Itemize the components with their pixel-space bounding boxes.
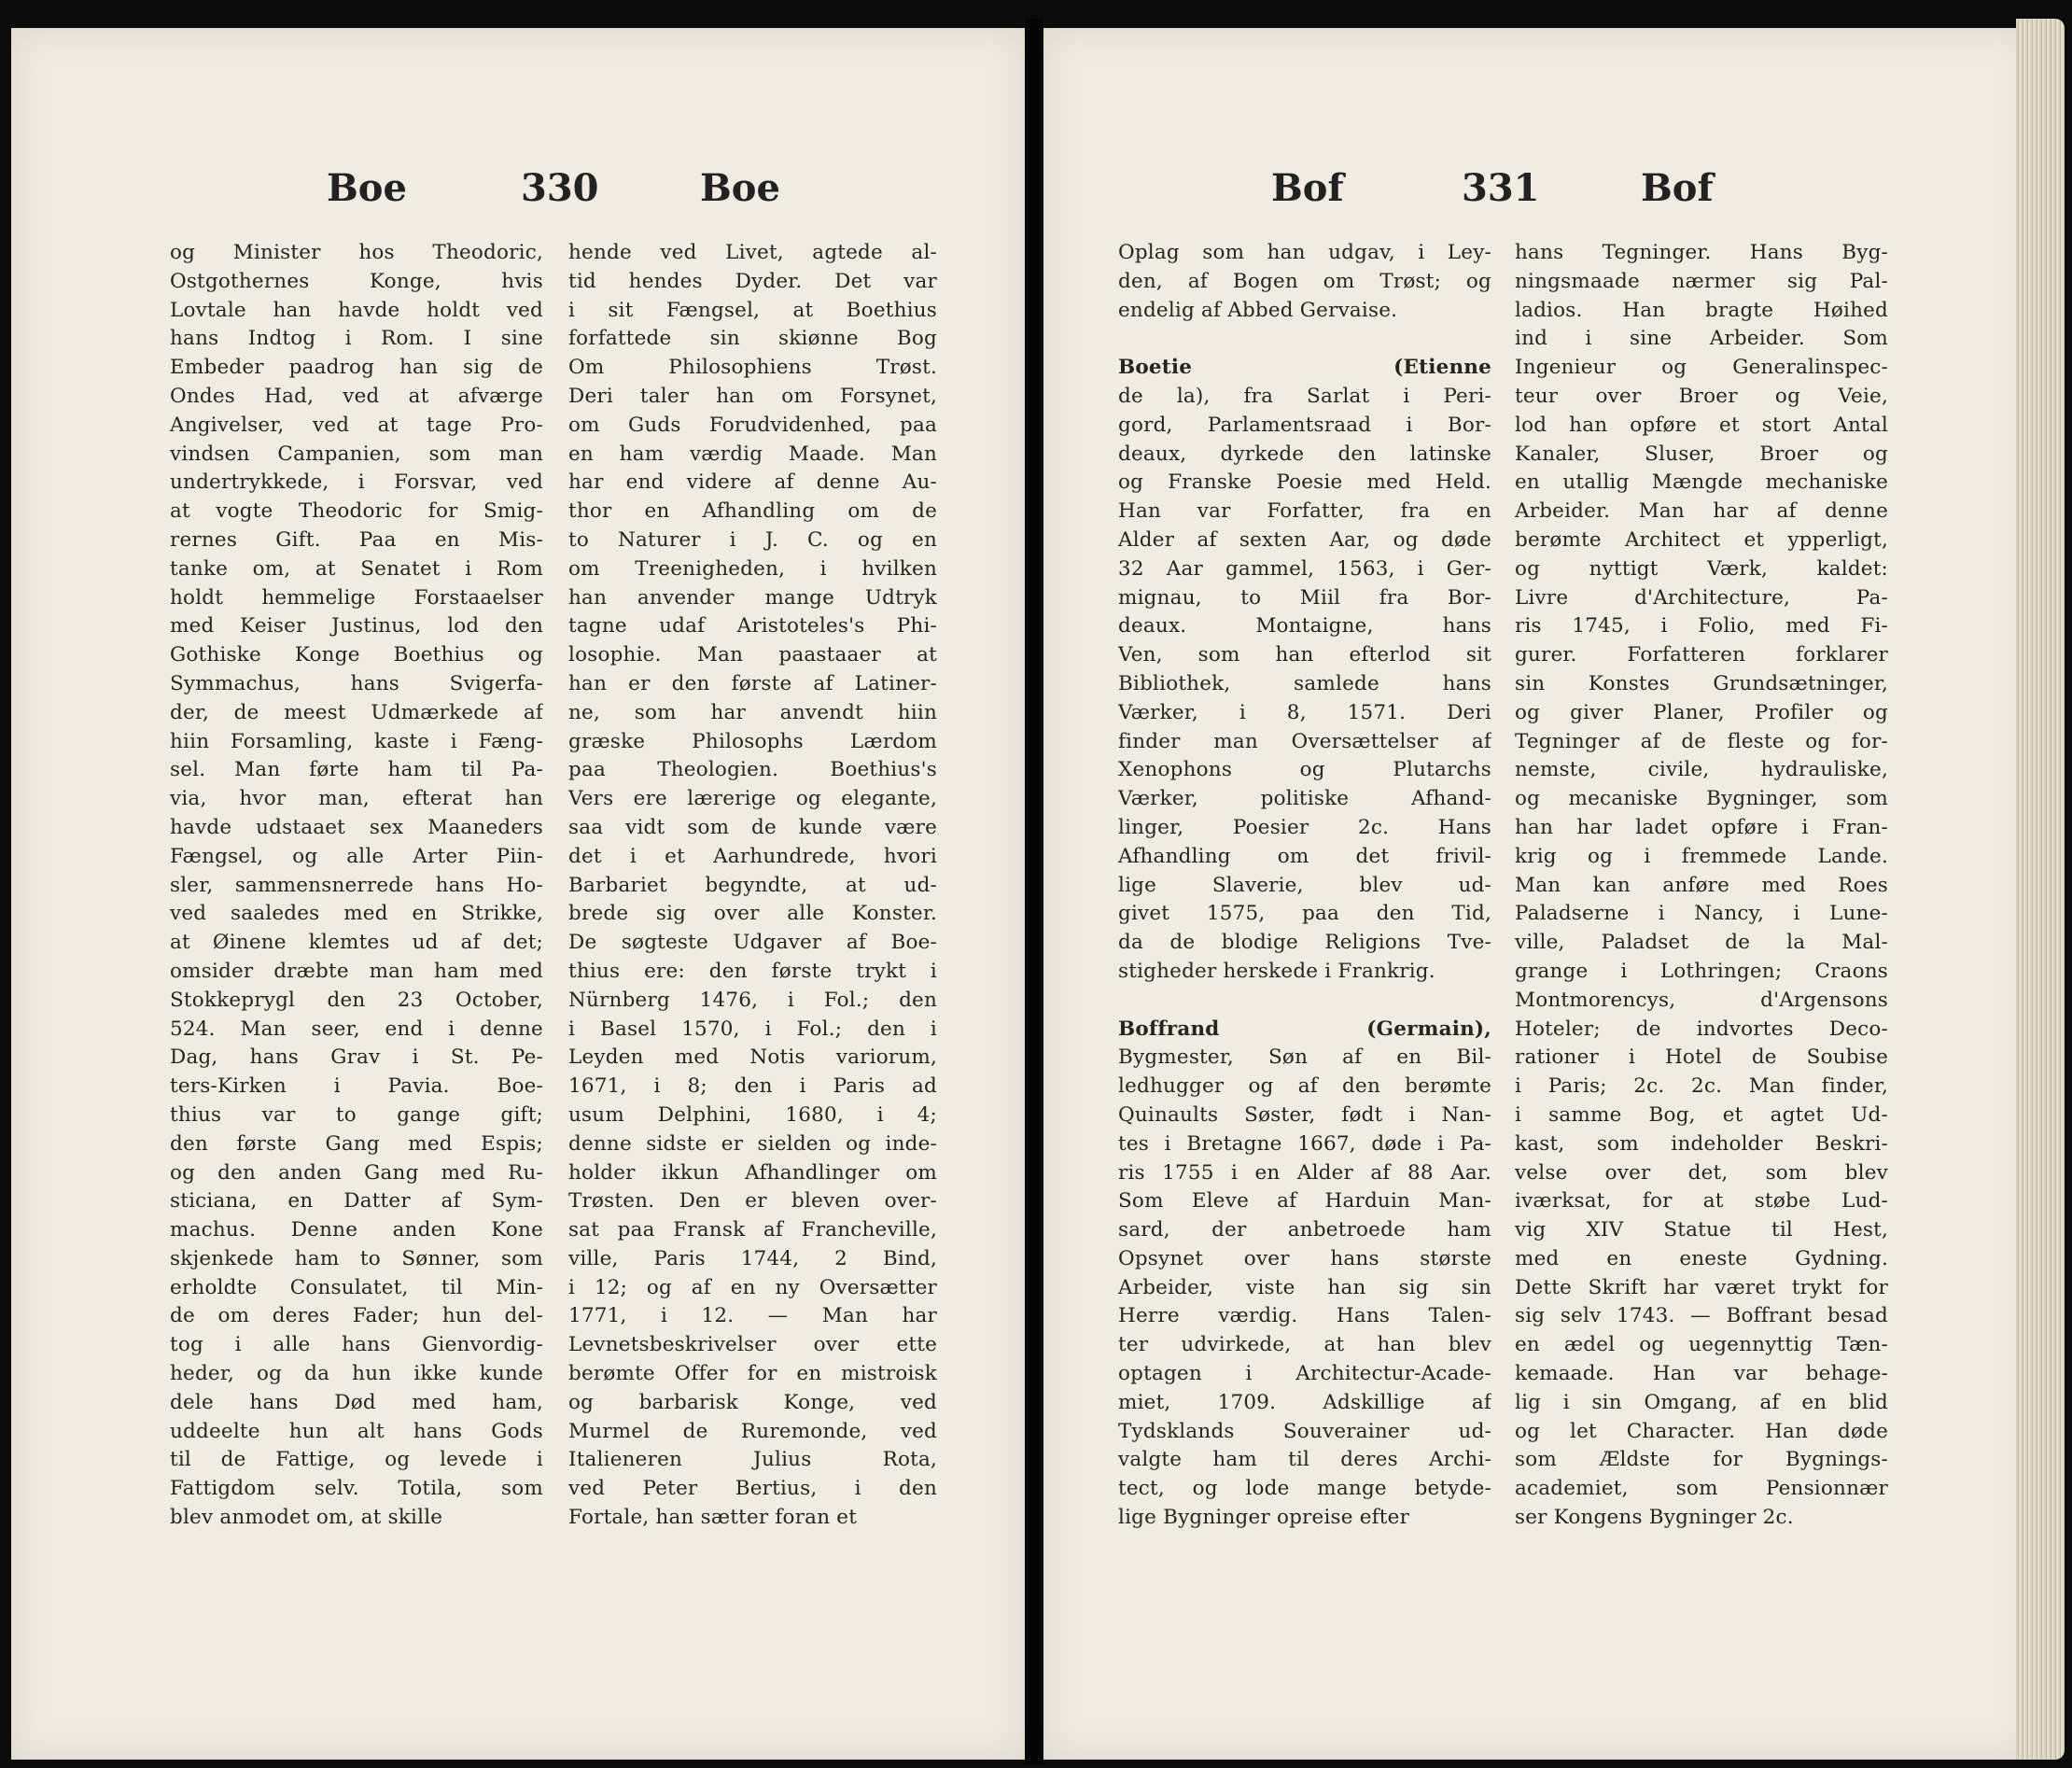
text-line: Værker, i 8, 1571. Deri (1118, 700, 1491, 724)
text-line: hans Tegninger. Hans Byg- (1515, 241, 1888, 264)
text-line: til de Fattige, og levede i (170, 1448, 543, 1472)
text-line: Tegninger af de fleste og for- (1515, 729, 1888, 753)
text-line: sat paa Fransk af Francheville, (568, 1218, 937, 1242)
text-line: rernes Gift. Paa en Mis- (170, 527, 543, 552)
text-line: losophie. Man paastaaer at (568, 643, 937, 667)
text-line: teur over Broer og Veie, (1515, 384, 1888, 408)
text-line: i sit Fængsel, at Boethius (568, 298, 937, 322)
text-line: og Minister hos Theodoric, (170, 241, 543, 264)
text-line: vindsen Campanien, som man (170, 442, 543, 466)
text-line: ris 1755 i en Alder af 88 Aar. (1118, 1160, 1491, 1185)
text-line: lige Bygninger opreise efter (1118, 1506, 1410, 1530)
text-line: ville, Paris 1744, 2 Bind, (568, 1246, 937, 1270)
text-line: sin Konstes Grundsætninger, (1515, 671, 1888, 695)
text-line: ne, som har anvendt hiin (568, 700, 937, 724)
text-line: usum Delphini, 1680, i 4; (568, 1102, 937, 1127)
right-page (1043, 28, 2033, 1760)
text-line: Tydsklands Souverainer ud- (1118, 1419, 1491, 1443)
text-line: og den anden Gang med Ru- (170, 1160, 543, 1185)
right-page-column-2 (1515, 239, 1888, 1533)
text-line: Alder af sexten Aar, og døde (1118, 527, 1491, 552)
text-line: miet, 1709. Adskillige af (1118, 1390, 1491, 1414)
text-line: saa vidt som de kunde være (568, 815, 937, 839)
text-line: i Basel 1570, i Fol.; den i (568, 1017, 937, 1041)
text-line: Arbeider. Man har af denne (1515, 499, 1888, 524)
text-line: ind i sine Arbeider. Som (1515, 327, 1888, 351)
text-line: machus. Denne anden Kone (170, 1218, 543, 1242)
text-line: Hoteler; de indvortes Deco- (1515, 1017, 1888, 1041)
text-line: Han var Forfatter, fra en (1118, 499, 1491, 524)
text-line: Vers ere lærerige og elegante, (568, 787, 937, 811)
text-line: som Ældste for Bygnings- (1515, 1448, 1888, 1472)
text-line: græske Philosophs Lærdom (568, 729, 937, 753)
text-line: Ostgothernes Konge, hvis (170, 269, 543, 293)
text-line: hans Indtog i Rom. I sine (170, 327, 543, 351)
text-line: en ædel og uegennyttig Tæn- (1515, 1333, 1888, 1357)
text-line: ved Peter Bertius, i den (568, 1477, 937, 1501)
text-line: han har ladet opføre i Fran- (1515, 815, 1888, 839)
text-line: givet 1575, paa den Tid, (1118, 902, 1491, 926)
left-page (11, 28, 1025, 1760)
text-line: Fattigdom selv. Totila, som (170, 1477, 543, 1501)
text-line: endelig af Abbed Gervaise. (1118, 298, 1398, 322)
text-line: og nyttigt Værk, kaldet: (1515, 556, 1888, 581)
text-line: linger, Poesier 2c. Hans (1118, 815, 1491, 839)
text-line: holder ikkun Afhandlinger om (568, 1160, 937, 1185)
text-line (1118, 325, 1491, 354)
text-line: Fængsel, og alle Arter Piin- (170, 844, 543, 868)
right-running-head-left: Bof (1271, 166, 1344, 210)
text-line: hende ved Livet, agtede al- (568, 241, 937, 264)
text-line: to Naturer i J. C. og en (568, 527, 937, 552)
text-line: heder, og da hun ikke kunde (170, 1362, 543, 1386)
text-line: Symmachus, hans Svigerfa- (170, 671, 543, 695)
text-line: uddeelte hun alt hans Gods (170, 1419, 543, 1443)
text-line: thius var to gange gift; (170, 1102, 543, 1127)
text-line: de om deres Fader; hun del- (170, 1304, 543, 1328)
text-line: med Keiser Justinus, lod den (170, 614, 543, 638)
text-line: de la), fra Sarlat i Peri- (1118, 384, 1491, 408)
text-line: Ondes Had, ved at afværge (170, 384, 543, 408)
text-line: Embeder paadrog han sig de (170, 356, 543, 380)
book-gutter (1025, 19, 1043, 1764)
text-line: at Øinene klemtes ud af det; (170, 931, 543, 955)
text-line: mignau, to Miil fra Bor- (1118, 585, 1491, 610)
text-line: kast, som indeholder Beskri- (1515, 1131, 1888, 1156)
text-line: Livre d'Architecture, Pa- (1515, 585, 1888, 610)
text-line: ser Kongens Bygninger 2c. (1515, 1506, 1794, 1530)
left-page-column-2 (568, 239, 937, 1533)
text-line: academiet, som Pensionnær (1515, 1477, 1888, 1501)
text-line: Som Eleve af Harduin Man- (1118, 1189, 1491, 1214)
text-line: Levnetsbeskrivelser over ette (568, 1333, 937, 1357)
text-line: Man kan anføre med Roes (1515, 873, 1888, 897)
text-line: havde udstaaet sex Maaneders (170, 815, 543, 839)
text-line: vig XIV Statue til Hest, (1515, 1218, 1888, 1242)
text-line: det i et Aarhundrede, hvori (568, 844, 937, 868)
text-line: Afhandling om det frivil- (1118, 844, 1491, 868)
text-line: erholdte Consulatet, til Min- (170, 1275, 543, 1299)
text-line: den første Gang med Espis; (170, 1131, 543, 1156)
text-line: tanke om, at Senatet i Rom (170, 556, 543, 581)
text-line: og Franske Poesie med Held. (1118, 470, 1491, 495)
text-line: Leyden med Notis variorum, (568, 1045, 937, 1070)
text-line: Paladserne i Nancy, i Lune- (1515, 902, 1888, 926)
text-line: ter udvirkede, at han blev (1118, 1333, 1491, 1357)
text-line: Gothiske Konge Boethius og (170, 643, 543, 667)
text-line: hiin Forsamling, kaste i Fæng- (170, 729, 543, 753)
text-line: stigheder herskede i Frankrig. (1118, 959, 1435, 983)
text-line: Trøsten. Den er bleven over- (568, 1189, 937, 1214)
text-line: da de blodige Religions Tve- (1118, 931, 1491, 955)
text-line: Montmorencys, d'Argensons (1515, 988, 1888, 1012)
text-line: tid hendes Dyder. Det var (568, 269, 937, 293)
book-page-edges (2016, 19, 2065, 1760)
text-line: forfattede sin skiønne Bog (568, 327, 937, 351)
text-line: om Treenigheden, i hvilken (568, 556, 937, 581)
text-line (1118, 987, 1491, 1016)
text-line: Arbeider, viste han sig sin (1118, 1275, 1491, 1299)
text-line: lod han opføre et stort Antal (1515, 413, 1888, 437)
right-page-number: 331 (1462, 166, 1540, 210)
text-line: ters-Kirken i Pavia. Boe- (170, 1074, 543, 1099)
text-line: ville, Paladset de la Mal- (1515, 931, 1888, 955)
text-line: gord, Parlamentsraad i Bor- (1118, 413, 1491, 437)
text-line: omsider dræbte man ham med (170, 959, 543, 983)
left-running-head-left: Boe (327, 166, 407, 210)
text-line: og let Character. Han døde (1515, 1419, 1888, 1443)
text-line: han anvender mange Udtryk (568, 585, 937, 610)
text-line: optagen i Architectur-Acade- (1118, 1362, 1491, 1386)
text-line: har end videre af denne Au- (568, 470, 937, 495)
text-line: 1671, i 8; den i Paris ad (568, 1074, 937, 1099)
text-line: ved saaledes med en Strikke, (170, 902, 543, 926)
text-line: dele hans Død med ham, (170, 1390, 543, 1414)
text-line: Dag, hans Grav i St. Pe- (170, 1045, 543, 1070)
text-line: tect, og lode mange betyde- (1118, 1477, 1491, 1501)
text-line: grange i Lothringen; Craons (1515, 959, 1888, 983)
text-line: sel. Man førte ham til Pa- (170, 758, 543, 782)
text-line: ledhugger og af den berømte (1118, 1074, 1491, 1099)
text-line: sticiana, en Datter af Sym- (170, 1189, 543, 1214)
text-line: 524. Man seer, end i denne (170, 1017, 543, 1041)
text-line: Xenophons og Plutarchs (1118, 758, 1491, 782)
text-line: Stokkeprygl den 23 October, (170, 988, 543, 1012)
text-line: Boetie (Etienne (1118, 356, 1491, 380)
text-line: i 12; og af en ny Oversætter (568, 1275, 937, 1299)
text-line: Bygmester, Søn af en Bil- (1118, 1045, 1491, 1070)
text-line: der, de meest Udmærkede af (170, 700, 543, 724)
text-line: tagne udaf Aristoteles's Phi- (568, 614, 937, 638)
text-line: deaux, dyrkede den latinske (1118, 442, 1491, 466)
left-page-header (11, 166, 1025, 222)
left-running-head-right: Boe (700, 166, 780, 210)
right-page-column-1 (1118, 239, 1491, 1533)
text-line: med en eneste Gydning. (1515, 1246, 1888, 1270)
text-line: nemste, civile, hydrauliske, (1515, 758, 1888, 782)
text-line: Angivelser, ved at tage Pro- (170, 413, 543, 437)
text-line: at vogte Theodoric for Smig- (170, 499, 543, 524)
text-line: thor en Afhandling om de (568, 499, 937, 524)
text-line: i Paris; 2c. 2c. Man finder, (1515, 1074, 1888, 1099)
text-line: sard, der anbetroede ham (1118, 1218, 1491, 1242)
text-line: rationer i Hotel de Soubise (1515, 1045, 1888, 1070)
text-line: Herre værdig. Hans Talen- (1118, 1304, 1491, 1328)
text-line: blev anmodet om, at skille (170, 1506, 443, 1530)
text-line: Ven, som han efterlod sit (1118, 643, 1491, 667)
text-line: ningsmaade nærmer sig Pal- (1515, 269, 1888, 293)
text-line: ris 1745, i Folio, med Fi- (1515, 614, 1888, 638)
text-line: Oplag som han udgav, i Ley- (1118, 241, 1491, 264)
text-line: om Guds Forudvidenhed, paa (568, 413, 937, 437)
text-line: paa Theologien. Boethius's (568, 758, 937, 782)
text-line: via, hvor man, efterat han (170, 787, 543, 811)
text-line: og barbarisk Konge, ved (568, 1390, 937, 1414)
text-line: Kanaler, Sluser, Broer og (1515, 442, 1888, 466)
text-line: berømte Architect et ypperligt, (1515, 527, 1888, 552)
text-line: og mecaniske Bygninger, som (1515, 787, 1888, 811)
text-line: Boffrand (Germain), (1118, 1017, 1491, 1041)
text-line: og giver Planer, Profiler og (1515, 700, 1888, 724)
text-line: deaux. Montaigne, hans (1118, 614, 1491, 638)
text-line: Dette Skrift har været trykt for (1515, 1275, 1888, 1299)
text-line: Opsynet over hans største (1118, 1246, 1491, 1270)
text-line: finder man Oversættelser af (1118, 729, 1491, 753)
text-line: berømte Offer for en mistroisk (568, 1362, 937, 1386)
text-line: tog i alle hans Gienvordig- (170, 1333, 543, 1357)
text-line: den, af Bogen om Trøst; og (1118, 269, 1491, 293)
text-line: Om Philosophiens Trøst. (568, 356, 937, 380)
text-line: skjenkede ham to Sønner, som (170, 1246, 543, 1270)
text-line: Værker, politiske Afhand- (1118, 787, 1491, 811)
text-line: undertrykkede, i Forsvar, ved (170, 470, 543, 495)
text-line: denne sidste er sielden og inde- (568, 1131, 937, 1156)
text-line: Nürnberg 1476, i Fol.; den (568, 988, 937, 1012)
text-line: holdt hemmelige Forstaaelser (170, 585, 543, 610)
text-line: Murmel de Ruremonde, ved (568, 1419, 937, 1443)
text-line: Barbariet begyndte, at ud- (568, 873, 937, 897)
text-line: han er den første af Latiner- (568, 671, 937, 695)
right-running-head-right: Bof (1641, 166, 1714, 210)
text-line: Bibliothek, samlede hans (1118, 671, 1491, 695)
text-line: en utallig Mængde mechaniske (1515, 470, 1888, 495)
text-line: sler, sammensnerrede hans Ho- (170, 873, 543, 897)
text-line: i samme Bog, et agtet Ud- (1515, 1102, 1888, 1127)
text-line: thius ere: den første trykt i (568, 959, 937, 983)
text-line: valgte ham til deres Archi- (1118, 1448, 1491, 1472)
text-line: Fortale, han sætter foran et (568, 1506, 858, 1530)
text-line: 1771, i 12. — Man har (568, 1304, 937, 1328)
text-line: brede sig over alle Konster. (568, 902, 937, 926)
text-line: en ham værdig Maade. Man (568, 442, 937, 466)
left-page-column-1 (170, 239, 543, 1533)
text-line: Italieneren Julius Rota, (568, 1448, 937, 1472)
text-line: ladios. Han bragte Høihed (1515, 298, 1888, 322)
text-line: De søgteste Udgaver af Boe- (568, 931, 937, 955)
text-line: gurer. Forfatteren forklarer (1515, 643, 1888, 667)
text-line: velse over det, som blev (1515, 1160, 1888, 1185)
left-page-number: 330 (521, 166, 599, 210)
text-line: Quinaults Søster, født i Nan- (1118, 1102, 1491, 1127)
text-line: kemaade. Han var behage- (1515, 1362, 1888, 1386)
text-line: krig og i fremmede Lande. (1515, 844, 1888, 868)
text-line: lige Slaverie, blev ud- (1118, 873, 1491, 897)
text-line: Deri taler han om Forsynet, (568, 384, 937, 408)
text-line: iværksat, for at støbe Lud- (1515, 1189, 1888, 1214)
text-line: Lovtale han havde holdt ved (170, 298, 543, 322)
text-line: tes i Bretagne 1667, døde i Pa- (1118, 1131, 1491, 1156)
text-line: sig selv 1743. — Boffrant besad (1515, 1304, 1888, 1328)
text-line: Ingenieur og Generalinspec- (1515, 356, 1888, 380)
text-line: lig i sin Omgang, af en blid (1515, 1390, 1888, 1414)
right-page-header (1043, 166, 2033, 222)
text-line: 32 Aar gammel, 1563, i Ger- (1118, 556, 1491, 581)
